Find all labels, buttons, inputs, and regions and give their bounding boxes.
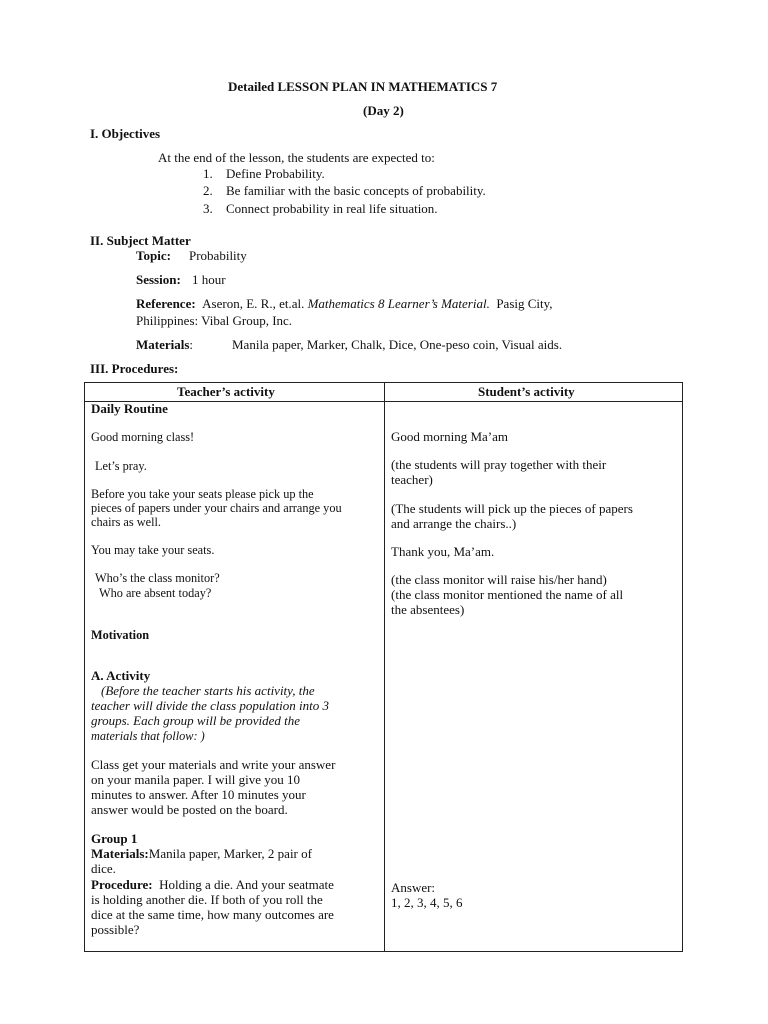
activity-heading: A. Activity — [91, 668, 151, 683]
group1-procedure-label: Procedure: — [91, 877, 153, 892]
group1-procedure — [91, 878, 334, 892]
teacher-seats-line: Before you take your seats please pick up the — [91, 487, 314, 501]
materials-colon: : — [189, 337, 194, 352]
student-pick-line: (The students will pick up the pieces of papers — [391, 501, 633, 516]
group1-materials — [91, 847, 312, 861]
student-thank-you: Thank you, Ma’am. — [391, 544, 495, 559]
student-greeting: Good morning Ma’am — [391, 429, 508, 444]
reference-authors: Aseron, E. R., et.al. — [202, 296, 305, 311]
student-pray-line: (the students will pray together with their — [391, 457, 607, 472]
student-raise-hand: (the class monitor will raise his/her hand) — [391, 572, 607, 587]
group1-procedure-value: Holding a die. And your seatmate — [159, 877, 334, 892]
objective-number: 1. — [203, 166, 213, 181]
session-value: 1 hour — [192, 272, 226, 287]
group1-procedure-line: is holding another die. If both of you roll the — [91, 892, 323, 907]
teacher-seats-line: chairs as well. — [91, 515, 161, 529]
teacher-seats-line: pieces of papers under your chairs and arrange you — [91, 501, 342, 515]
materials-label: Materials — [136, 337, 190, 352]
group1-materials-label: Materials: — [91, 846, 149, 861]
student-answer-value: 1, 2, 3, 4, 5, 6 — [391, 895, 463, 910]
student-pray-line: teacher) — [391, 472, 433, 487]
activity-note-line: teacher will divide the class population into 3 — [91, 698, 329, 713]
procedures-table — [84, 382, 683, 952]
group1-materials-value: Manila paper, Marker, 2 pair of — [148, 846, 312, 861]
teacher-instruction-line: Class get your materials and write your answer — [91, 757, 336, 772]
daily-routine-heading: Daily Routine — [91, 401, 168, 416]
objectives-heading: I. Objectives — [90, 126, 161, 141]
student-answer-label: Answer: — [391, 880, 436, 895]
procedures-heading: III. Procedures: — [90, 361, 179, 376]
teacher-instruction-line: on your manila paper. I will give you 10 — [91, 772, 301, 787]
teacher-absent-question: Who are absent today? — [99, 586, 212, 600]
materials-value: Manila paper, Marker, Chalk, Dice, One-peso coin, Visual aids. — [232, 337, 563, 352]
table-header-divider — [85, 401, 682, 402]
session-label: Session: — [136, 272, 181, 287]
group1-procedure-line: possible? — [91, 922, 140, 937]
reference-label: Reference: — [136, 296, 196, 311]
group1-procedure-line: dice at the same time, how many outcomes are — [91, 907, 334, 922]
objective-item: Connect probability in real life situation. — [226, 201, 438, 216]
teacher-pray: Let’s pray. — [95, 459, 147, 473]
objectives-intro: At the end of the lesson, the students are expected to: — [158, 150, 435, 165]
student-mention-line: the absentees) — [391, 602, 465, 617]
topic-label: Topic: — [136, 248, 171, 263]
table-column-divider — [384, 383, 385, 951]
subject-matter-heading: II. Subject Matter — [90, 233, 191, 248]
day-label: (Day 2) — [363, 103, 404, 118]
motivation-heading: Motivation — [91, 628, 150, 642]
group1-materials-cont: dice. — [91, 861, 116, 876]
teacher-monitor-question: Who’s the class monitor? — [95, 571, 220, 585]
objective-number: 3. — [203, 201, 213, 216]
teacher-instruction-line: minutes to answer. After 10 minutes your — [91, 787, 306, 802]
student-column-header: Student’s activity — [478, 384, 575, 399]
teacher-greeting: Good morning class! — [91, 430, 195, 444]
activity-note-line: groups. Each group will be provided the — [91, 713, 301, 728]
reference-line — [136, 296, 553, 312]
teacher-take-seats: You may take your seats. — [91, 543, 215, 557]
student-mention-line: (the class monitor mentioned the name of all — [391, 587, 624, 602]
topic-value: Probability — [189, 248, 247, 263]
objective-item: Be familiar with the basic concepts of probability. — [226, 183, 486, 198]
objective-number: 2. — [203, 183, 213, 198]
activity-note-line: materials that follow: ) — [91, 729, 205, 743]
group1-heading: Group 1 — [91, 831, 138, 846]
reference-book: Mathematics 8 Learner’s Material. — [307, 296, 490, 311]
teacher-column-header: Teacher’s activity — [177, 384, 275, 399]
document-title: Detailed LESSON PLAN IN MATHEMATICS 7 — [228, 79, 498, 94]
reference-place: Pasig City, — [496, 296, 553, 311]
teacher-instruction-line: answer would be posted on the board. — [91, 802, 288, 817]
activity-note-line: (Before the teacher starts his activity, the — [101, 683, 315, 698]
reference-line-2: Philippines: Vibal Group, Inc. — [136, 313, 293, 328]
materials-line — [136, 337, 193, 353]
objective-item: Define Probability. — [226, 166, 325, 181]
student-pick-line: and arrange the chairs..) — [391, 516, 517, 531]
